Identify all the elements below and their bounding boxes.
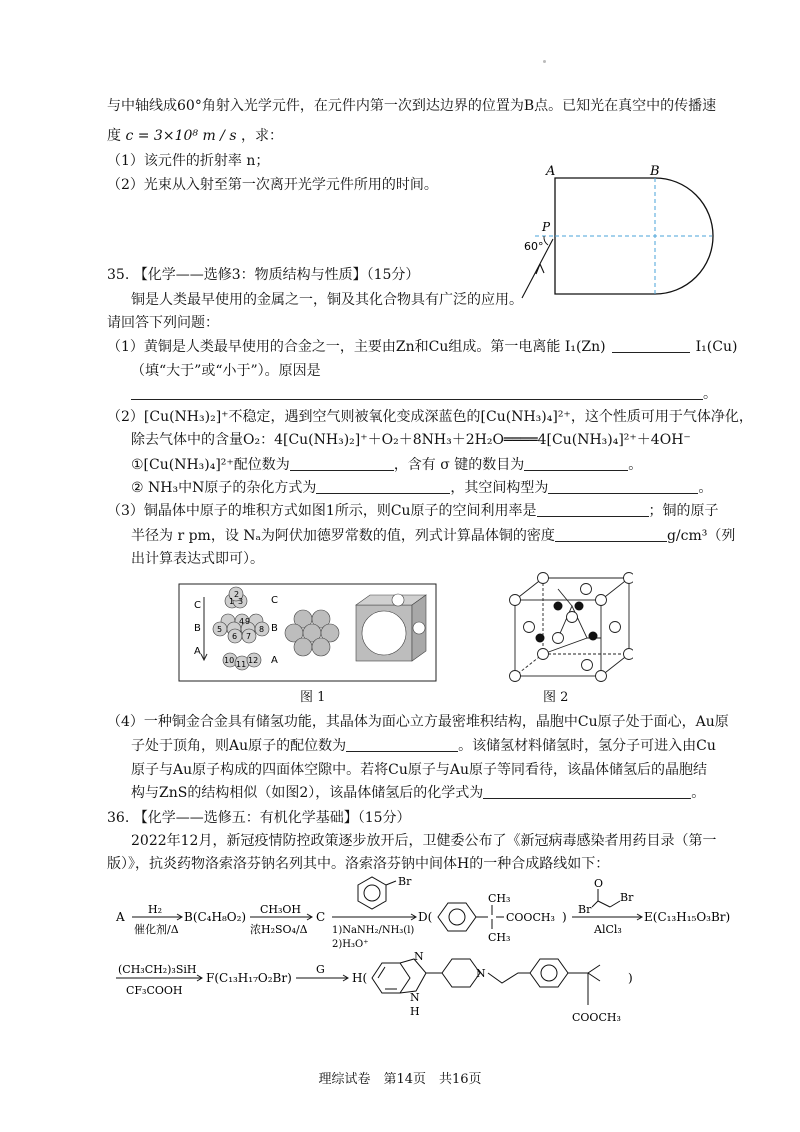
q34-item2: （2）光束从入射至第一次离开光学元件所用的时间。	[107, 177, 438, 193]
q35-p1-line1	[107, 337, 737, 357]
cond5-top: (CH₃CH₂)₃SiH	[118, 963, 197, 976]
cond6-top: G	[316, 963, 325, 976]
fig1-num-8: 8	[259, 625, 265, 634]
figure-2-zns-cell	[503, 570, 633, 688]
q35-p4-line4	[131, 783, 705, 803]
fig1-num-4: 4	[239, 617, 245, 626]
h-tbu-1	[588, 965, 600, 973]
figure-2-caption: 图 2	[543, 690, 569, 705]
cond1-top: H₂	[148, 903, 163, 916]
cond3-br: Br	[398, 875, 412, 888]
d-ring	[438, 903, 476, 931]
q36-title: 36. 【化学——选修五：有机化学基础】（15分）	[107, 810, 411, 826]
h-ester: COOCH₃	[572, 1011, 621, 1024]
q35-p1-line3	[131, 384, 717, 404]
compound-f: F(C₁₃H₁₇O₂Br)	[206, 971, 292, 985]
d-ch3-bottom: CH₃	[488, 931, 511, 944]
q35-p4-d2: 。	[691, 785, 706, 801]
h-tbu-2	[588, 973, 600, 981]
compound-b: B(C₄H₈O₂)	[184, 910, 247, 924]
q35-p1-text: （1）黄铜是人类最早使用的合金之一，主要由Zn和Cu组成。第一电离能 I₁(Zn)	[107, 339, 606, 355]
answer-blank[interactable]	[537, 502, 649, 517]
fig-label-a: A	[546, 164, 556, 179]
fig1-num-1: 1	[229, 597, 235, 606]
q35-p2-line2: 除去气体中的含量O₂：4[Cu(NH₃)₂]⁺＋O₂＋8NH₃＋2H₂O════4[Cu(NH₃)₄]²⁺＋4OH⁻	[131, 432, 691, 448]
h-benzene-inner-1	[378, 967, 385, 978]
q35-p4-line3: 原子与Au原子构成的四面体空隙中。若将Cu原子与Au原子等同看待，该晶体储氢后的晶胞结	[131, 762, 707, 778]
q35-p3-line2	[131, 526, 735, 546]
cond4-chain-1	[592, 901, 598, 907]
q35-p3-b1: 半径为 r pm，设 Nₐ为阿伏加德罗常数的值，列式计算晶体铜的密度	[131, 528, 555, 544]
fig1-num-7: 7	[246, 632, 252, 641]
compound-e: E(C₁₃H₁₅O₃Br)	[644, 910, 731, 924]
h-n2: N	[410, 991, 420, 1004]
q35-p3-a2: ；铜的原子	[648, 503, 719, 519]
angle-arc	[544, 236, 548, 245]
compound-a: A	[116, 910, 125, 924]
q35-p2-line3	[131, 455, 642, 475]
q35-p3-line1	[107, 501, 719, 521]
h-n1: N	[414, 950, 424, 963]
h-close: )	[628, 971, 633, 985]
q35-p2-c1: ①[Cu(NH₃)₄]²⁺配位数为	[131, 457, 290, 473]
answer-blank[interactable]	[346, 737, 458, 752]
q35-p2-line1: （2）[Cu(NH₃)₂]⁺不稳定，遇到空气则被氧化变成深蓝色的[Cu(NH₃)₄]²⁺，这个性质可用于气体净化，	[107, 409, 753, 425]
figure-1-stacking	[178, 583, 438, 683]
fig1-label-c-right: C	[271, 595, 278, 606]
q34-item1: （1）该元件的折射率 n；	[107, 153, 270, 169]
q35-p4-line2	[131, 736, 716, 756]
page-footer: 理综试卷 第14页 共16页	[318, 1072, 482, 1087]
q35-p2-line4	[131, 478, 712, 498]
synthesis-route	[110, 875, 750, 1055]
d-ring-aromatic	[449, 909, 465, 925]
fig1-num-5: 5	[217, 625, 223, 634]
q35-p3-a1: （3）铜晶体中原子的堆积方式如图1所示，则Cu原子的空间利用率是	[107, 503, 537, 519]
answer-blank[interactable]	[555, 527, 667, 542]
answer-blank[interactable]	[290, 456, 394, 471]
q36-intro2: 版）》，抗炎药物洛索洛芬钠名列其中。洛索洛芬钠中间体H的一种合成路线如下：	[107, 856, 610, 872]
fig1-num-3: 3	[238, 597, 244, 606]
h-ethyl	[488, 973, 530, 983]
cond4-bottom: AlCl₃	[594, 923, 622, 936]
q34-line2-suffix: ，求：	[240, 128, 283, 144]
bromobenzene-ring	[358, 877, 386, 909]
cond2-top: CH₃OH	[260, 903, 302, 916]
q35-p4-b1: 子处于顶角，则Au原子的配位数为	[131, 738, 347, 754]
answer-blank[interactable]	[131, 385, 703, 400]
q35-p3-b2: g/cm³（列	[666, 528, 736, 544]
cond4-chain-3	[610, 901, 620, 907]
q35-p4-d1: 构与ZnS的结构相似（如图2），该晶体储氢后的化学式为	[131, 785, 484, 801]
fig1-label-c-left: C	[194, 600, 201, 611]
fig2-filled-atoms	[536, 602, 598, 643]
h-benzene-2-aromatic	[541, 965, 557, 981]
q34-line2-prefix: 度	[107, 128, 121, 144]
fig1-num-9: 9	[245, 617, 251, 626]
q35-ask: 请回答下列问题：	[107, 315, 219, 331]
answer-blank[interactable]	[612, 338, 690, 353]
cond1-bottom: 催化剂/Δ	[134, 923, 179, 936]
answer-blank[interactable]	[524, 456, 628, 471]
q36-intro1: 2022年12月，新冠疫情防控政策逐步放开后，卫健委公布了《新冠病毒感染者用药目录（第一	[131, 833, 717, 849]
h-n3: N	[476, 967, 486, 980]
fig1-num-12: 12	[248, 656, 259, 665]
d-ch3-top: CH₃	[488, 892, 511, 905]
fig1-num-2: 2	[234, 590, 240, 599]
h-piperidine	[442, 959, 480, 987]
q35-p3-line3: 出计算表达式即可）。	[131, 551, 264, 567]
q34-line2	[107, 126, 283, 146]
fig-label-p: P	[542, 220, 551, 234]
fig1-unit-cell	[356, 594, 426, 661]
d-close: )	[562, 910, 567, 924]
q35-p2-c3: 。	[628, 457, 643, 473]
fig1-num-6: 6	[232, 632, 238, 641]
cond4-chain-2	[598, 901, 610, 907]
q35-p1-line2: （填“大于”或“小于”）。原因是	[131, 363, 321, 379]
d-ester: COOCH₃	[506, 911, 555, 924]
q35-p2-d1: ② NH₃中N原子的杂化方式为	[131, 480, 317, 496]
h-nh: H	[410, 1005, 420, 1018]
fig1-label-a-right: A	[271, 655, 278, 666]
cond4-br-left: Br	[578, 903, 592, 916]
fig1-num-11: 11	[236, 660, 247, 669]
answer-blank[interactable]	[483, 784, 691, 799]
fig1-label-a-left: A	[194, 646, 201, 657]
q35-p2-d2: ，其空间构型为	[450, 480, 549, 496]
fig-angle-60: 60°	[524, 240, 544, 253]
compound-c: C	[316, 910, 326, 924]
q35-p4-line1: （4）一种铜金合金具有储氢功能，其晶体为面心立方最密堆积结构，晶胞中Cu原子处于面心，Au原	[107, 714, 729, 730]
scan-dot	[543, 60, 546, 63]
cond4-br-right: Br	[620, 891, 634, 904]
q35-intro: 铜是人类最早使用的金属之一，铜及其化合物具有广泛的应用。	[131, 292, 523, 308]
fig1-label-b-left: B	[194, 623, 201, 634]
answer-blank[interactable]	[316, 479, 450, 494]
bromobenzene-aromatic	[364, 885, 380, 901]
cond4-o: O	[594, 877, 604, 890]
cond3-bottom-2: 2)H₃O⁺	[332, 939, 369, 950]
bromobenzene-bond	[386, 881, 396, 885]
fig1-num-10: 10	[224, 656, 235, 665]
cond5-bottom: CF₃COOH	[126, 984, 183, 997]
cond2-bottom: 浓H₂SO₄/Δ	[250, 923, 308, 936]
optical-element-figure	[500, 158, 730, 308]
q35-title: 35. 【化学——选修3：物质结构与性质】（15分）	[107, 267, 420, 283]
h-benzene-2	[530, 959, 568, 987]
q35-p2-d3: 。	[698, 480, 713, 496]
cond3-bottom-1: 1)NaNH₂/NH₃(l)	[332, 925, 415, 936]
q34-line1: 与中轴线成60°角射入光学元件，在元件内第一次到达边界的位置为B点。已知光在真空中的传播速	[107, 98, 717, 114]
fig1-label-b-right: B	[271, 623, 278, 634]
fig-label-b: B	[650, 164, 660, 179]
answer-blank[interactable]	[548, 479, 698, 494]
fig1-cluster	[285, 610, 339, 656]
q35-p4-b2: 。该储氢材料储氢时，氢分子可进入由Cu	[458, 738, 716, 754]
compound-h: H(	[352, 971, 368, 985]
compound-d: D(	[418, 910, 433, 924]
q35-p2-c2: ，含有 σ 键的数目为	[393, 457, 525, 473]
q35-p1-icu: I₁(Cu)	[695, 339, 738, 355]
q34-speed-formula: c = 3×10⁸ m / s	[125, 128, 237, 144]
figure-1-caption: 图 1	[300, 690, 326, 705]
q35-p1-end: 。	[703, 386, 717, 402]
